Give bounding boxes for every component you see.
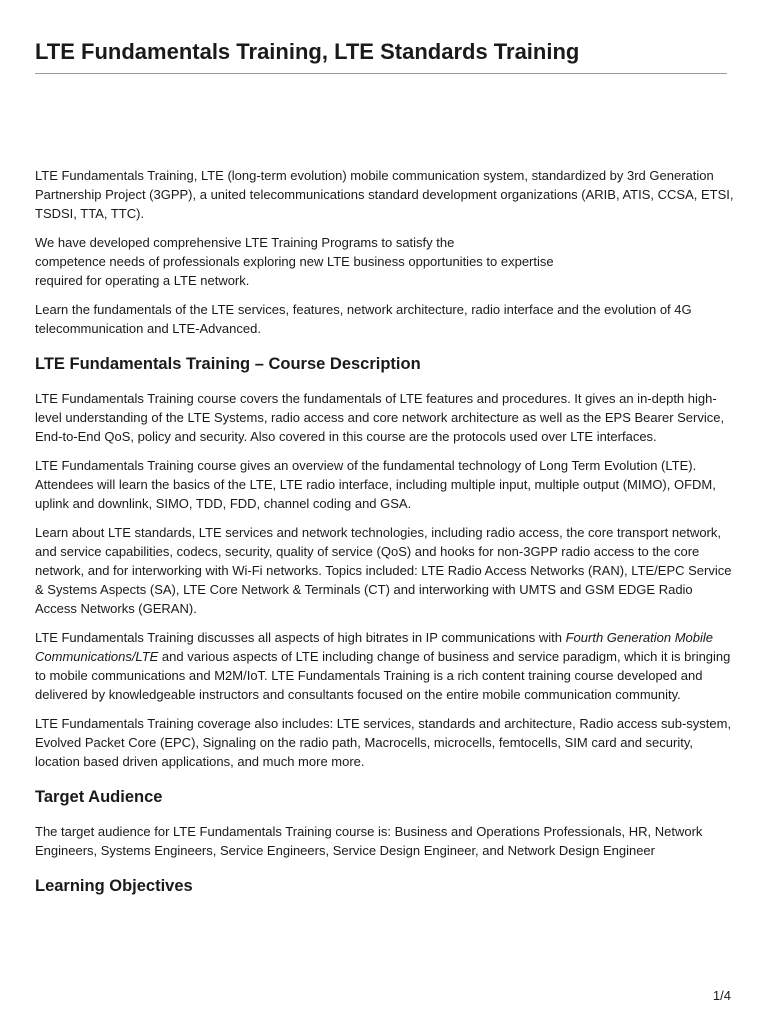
article-body — [35, 166, 735, 911]
training-programs-line: competence needs of professionals exploring new LTE business opportunities to expertise — [35, 254, 554, 269]
lte-standards-paragraph: Learn about LTE standards, LTE services and network technologies, including radio access, the core transport network, and service capabilities, codecs, security, quality of service (QoS) and hooks for non-3GPP radio access to the core network, and for interworking with Wi-Fi networks. Topics included: LTE Radio Access Networks (RAN), LTE/EPC Service & Systems Aspects (SA), LTE Core Network & Terminals (CT) and interworking with UMTS and GSM EDGE Radio Access Networks (GERAN). — [35, 525, 732, 616]
coverage-paragraph: LTE Fundamentals Training coverage also includes: LTE services, standards and architecture, Radio access sub-system, Evolved Packet Core (EPC), Signaling on the radio path, Macrocells, microcells, femtocells, SIM card and security, location based driven applications, and much more more. — [35, 716, 732, 769]
intro-paragraph: LTE Fundamentals Training, LTE (long-term evolution) mobile communication system, standardized by 3rd Generation Partnership Project (3GPP), a united telecommunications standard development organizations (ARIB, ATIS, CCSA, ETSI, TSDSI, TTA, TTC). — [35, 168, 734, 221]
course-overview-paragraph: LTE Fundamentals Training course gives an overview of the fundamental technology of Long Term Evolution (LTE). Attendees will learn the basics of the LTE, LTE radio interface, including multiple input, multiple output (MIMO), OFDM, uplink and downlink, SIMO, TDD, FDD, channel coding and GSA. — [35, 458, 716, 511]
learning-objectives-heading: Learning Objectives — [35, 877, 193, 895]
page-title: LTE Fundamentals Training, LTE Standards Training — [35, 39, 580, 64]
course-covers-paragraph: LTE Fundamentals Training course covers the fundamentals of LTE features and procedures. It gives an in-depth high-level understanding of the LTE Systems, radio access and core network architecture as well as the EPS Bearer Service, End-to-End QoS, policy and security. Also covered in this course are the protocols used over LTE interfaces. — [35, 391, 725, 444]
training-programs-line: required for operating a LTE network. — [35, 273, 250, 288]
target-audience-heading: Target Audience — [35, 788, 163, 806]
course-description-heading: LTE Fundamentals Training – Course Description — [35, 355, 421, 373]
target-audience-paragraph: The target audience for LTE Fundamentals Training course is: Business and Operations Professionals, HR, Network Engineers, Systems Engineers, Service Engineers, Service Design Engineer, and Network Design Engineer — [35, 824, 703, 858]
training-programs-paragraph — [35, 233, 735, 290]
high-bitrates-text-start: LTE Fundamentals Training discusses all aspects of high bitrates in IP communications with — [35, 630, 566, 645]
title-divider — [35, 73, 727, 74]
page-number: 1/4 — [712, 988, 731, 1003]
training-programs-line: We have developed comprehensive LTE Training Programs to satisfy the — [35, 235, 455, 250]
high-bitrates-paragraph — [35, 628, 735, 704]
high-bitrates-text-end: and various aspects of LTE including change of business and service paradigm, which it is bringing to mobile communications and M2M/IoT. LTE Fundamentals Training is a rich content training course developed and delivered by knowledgeable instructors and consultants focused on the entire mobile communication community. — [35, 649, 731, 702]
learn-fundamentals-paragraph: Learn the fundamentals of the LTE services, features, network architecture, radio interface and the evolution of 4G telecommunication and LTE-Advanced. — [35, 302, 692, 336]
fourth-generation-italic: Fourth Generation Mobile Communications/LTE — [35, 630, 714, 664]
